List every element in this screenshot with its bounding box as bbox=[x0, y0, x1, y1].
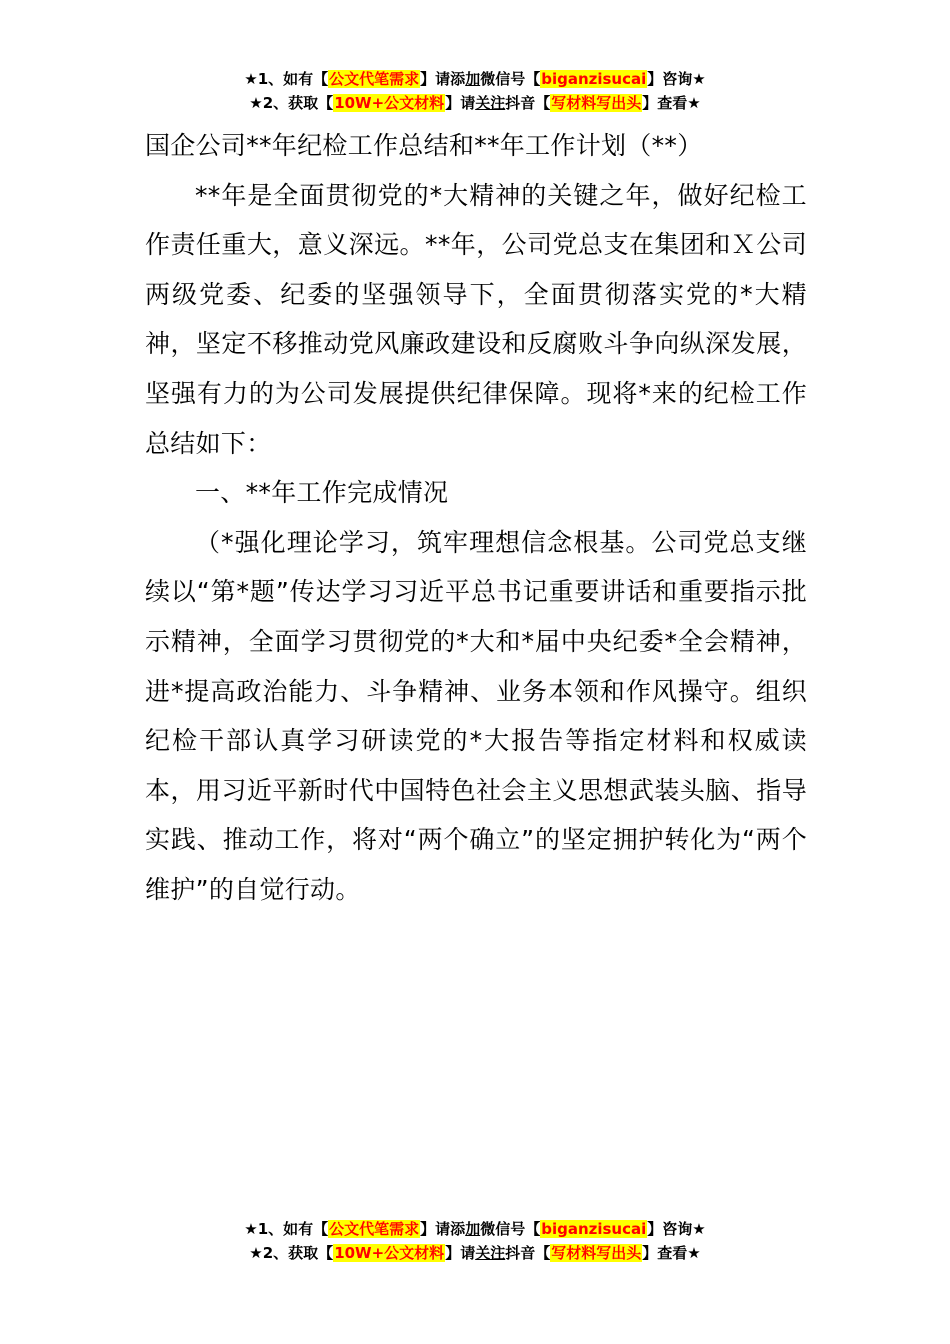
promo-highlight-service: 公文代笔需求 bbox=[329, 70, 420, 88]
promo-footer-line-1-prefix: ★1、如有【 bbox=[244, 1220, 329, 1238]
promo-line-1-middle-b: 微信号【 bbox=[480, 70, 541, 88]
promo-highlight-wechat-id: biganzisucai bbox=[541, 70, 647, 88]
promo-header bbox=[0, 68, 950, 116]
promo-line-1-suffix: 】咨询★ bbox=[647, 70, 706, 88]
promo-line-2-prefix: ★2、获取【 bbox=[249, 94, 334, 112]
promo-footer-line-1-suffix: 】咨询★ bbox=[647, 1220, 706, 1238]
promo-footer bbox=[0, 1218, 950, 1266]
promo-line-2-suffix: 】查看★ bbox=[642, 94, 701, 112]
document-body bbox=[145, 121, 807, 915]
promo-footer-line-1 bbox=[0, 1218, 950, 1242]
promo-line-2-underlined: 关注 bbox=[475, 94, 506, 112]
promo-footer-highlight-materials: 10W+公文材料 bbox=[334, 1244, 445, 1262]
promo-footer-line-2 bbox=[0, 1242, 950, 1266]
promo-footer-highlight-wechat-id: biganzisucai bbox=[541, 1220, 647, 1238]
promo-footer-line-2-underlined: 关注 bbox=[475, 1244, 506, 1262]
promo-line-1-middle-a: 】请添 bbox=[420, 70, 466, 88]
promo-line-1-underlined: 加 bbox=[465, 70, 481, 88]
promo-highlight-materials: 10W+公文材料 bbox=[334, 94, 445, 112]
promo-footer-line-2-suffix: 】查看★ bbox=[642, 1244, 701, 1262]
promo-line-2-middle-a: 】请 bbox=[445, 94, 476, 112]
promo-footer-highlight-service: 公文代笔需求 bbox=[329, 1220, 420, 1238]
section-heading: 一、**年工作完成情况 bbox=[195, 478, 449, 508]
promo-footer-line-1-underlined: 加 bbox=[465, 1220, 481, 1238]
promo-line-1-prefix: ★1、如有【 bbox=[244, 70, 329, 88]
promo-footer-line-2-middle-a: 】请 bbox=[445, 1244, 476, 1262]
promo-footer-line-2-prefix: ★2、获取【 bbox=[249, 1244, 334, 1262]
promo-line-1 bbox=[0, 68, 950, 92]
promo-line-2 bbox=[0, 92, 950, 116]
promo-highlight-douyin: 写材料写出头 bbox=[551, 94, 642, 112]
promo-line-2-middle-b: 抖音【 bbox=[505, 94, 551, 112]
document-title: 国企公司**年纪检工作总结和**年工作计划（**） bbox=[145, 131, 703, 160]
promo-footer-highlight-douyin: 写材料写出头 bbox=[551, 1244, 642, 1262]
promo-footer-line-1-middle-b: 微信号【 bbox=[480, 1220, 541, 1238]
intro-paragraph: **年是全面贯彻党的*大精神的关键之年，做好纪检工作责任重大，意义深远。**年，公司党总支在集团和Ｘ公司两级党委、纪委的坚强领导下，全面贯彻落实党的*大精神，坚定不移推动党风廉政建设和反腐败斗争向纵深发展，坚强有力的为公司发展提供纪律保障。现将*来的纪检工作总结如下： bbox=[145, 180, 807, 458]
section-paragraph: （*强化理论学习，筑牢理想信念根基。公司党总支继续以“第*题”传达学习习近平总书记重要讲话和重要指示批示精神，全面学习贯彻党的*大和*届中央纪委*全会精神，进*提高政治能力、斗争精神、业务本领和作风操守。组织纪检干部认真学习研读党的*大报告等指定材料和权威读本，用习近平新时代中国特色社会主义思想武装头脑、指导实践、推动工作，将对“两个确立”的坚定拥护转化为“两个维护”的自觉行动。 bbox=[145, 527, 807, 904]
promo-footer-line-1-middle-a: 】请添 bbox=[420, 1220, 466, 1238]
promo-footer-line-2-middle-b: 抖音【 bbox=[505, 1244, 551, 1262]
